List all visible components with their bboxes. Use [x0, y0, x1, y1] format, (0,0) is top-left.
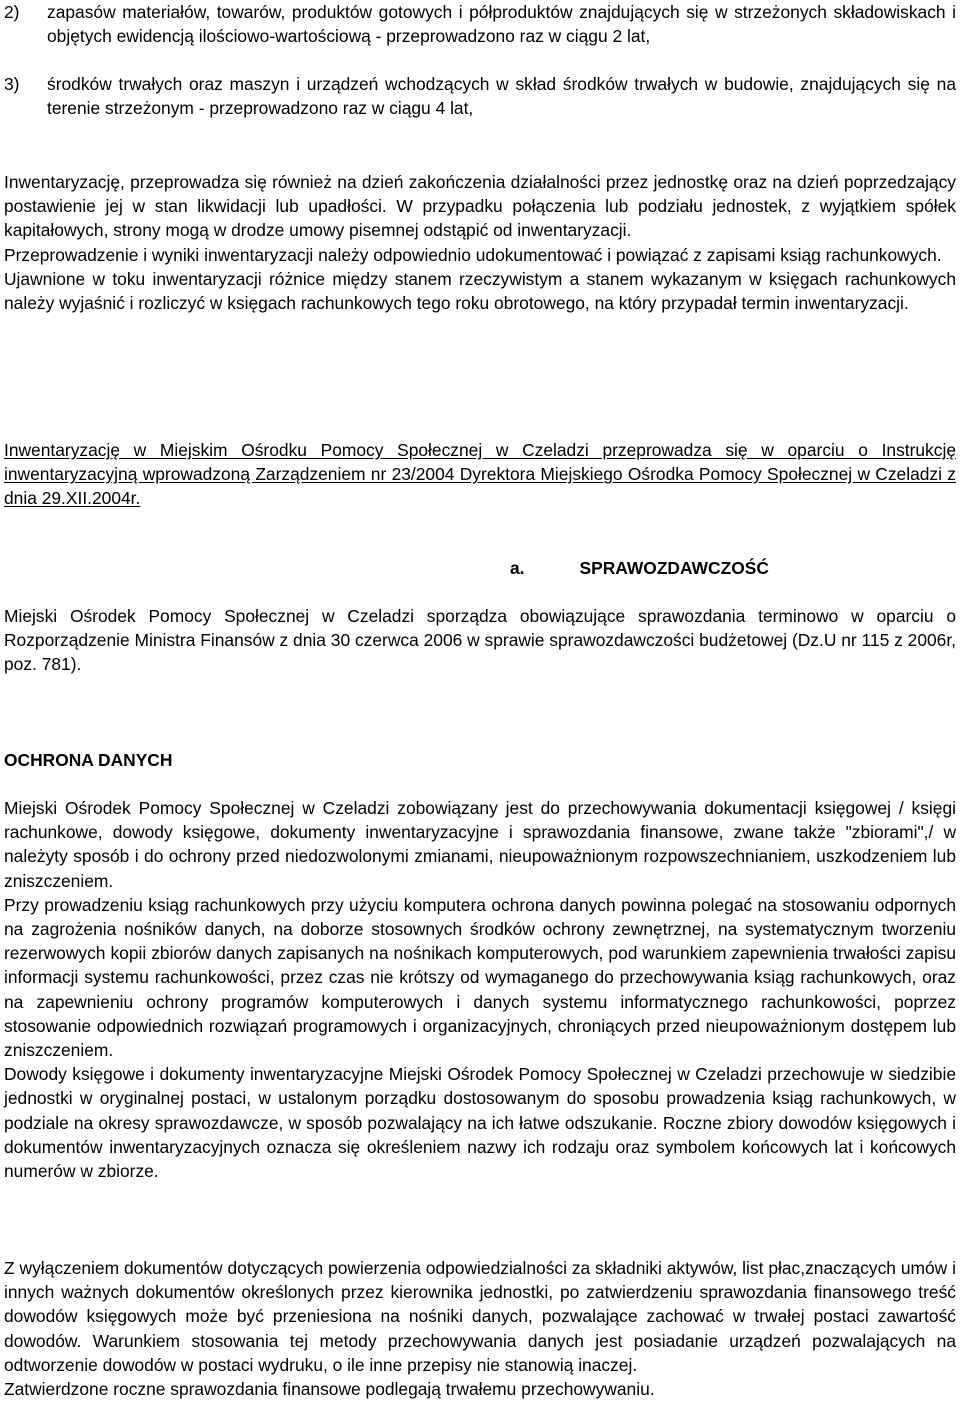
list-item-text: zapasów materiałów, towarów, produktów gotowych i półproduktów znajdujących się w strzeżonych składowiskach i objętych ewidencją ilościowo-wartościową - przeprowadzono raz w ciągu 2 lat,	[47, 2, 956, 47]
inventory-section	[4, 170, 956, 315]
list-item-2	[4, 0, 956, 48]
inventory-paragraph: Ujawnione w toku inwentaryzacji różnice między stanem rzeczywistym a stanem wykazanym w księgach rachunkowych należy wyjaśnić i rozliczyć w księgach rachunkowych tego roku obrotowego, na który przypadał termin inwentaryzacji.	[4, 268, 956, 314]
data-protection-section	[4, 796, 956, 1183]
inventory-paragraph: Inwentaryzację, przeprowadza się również na dzień zakończenia działalności przez jednostkę oraz na dzień poprzedzający postawienie jej w stan likwidacji lub upadłości. W przypadku połączenia lub podziału jednostek, z wyjątkiem spółek kapitałowych, strony mogą w drodze umowy pisemnej odstąpić od inwentaryzacji.	[4, 172, 956, 241]
data-protection-paragraph: Zatwierdzone roczne sprawozdania finansowe podlegają trwałemu przechowywaniu.	[4, 1379, 655, 1400]
data-protection-paragraph: Dowody księgowe i dokumenty inwentaryzacyjne Miejski Ośrodek Pomocy Społecznej w Czeladzi przechowuje w siedzibie jednostki w oryginalnej postaci, w ustalonym porządku dostosowanym do sposobu prowadzenia ksiąg rachunkowych, w podziale na okresy sprawozdawcze, w sposób pozwalający na ich łatwe odszukanie. Roczne zbiory dowodów księgowych i dokumentów inwentaryzacyjnych oznacza się określeniem nazwy ich rodzaju oraz symbolem końcowych lat i końcowych numerów w zbiorze.	[4, 1064, 956, 1182]
inventory-paragraph: Przeprowadzenie i wyniki inwentaryzacji należy odpowiednio udokumentować i powiązać z zapisami ksiąg rachunkowych.	[4, 244, 942, 265]
list-item-number: 3)	[4, 74, 20, 94]
list-item-number: 2)	[4, 2, 20, 22]
data-protection-paragraph: Z wyłączeniem dokumentów dotyczących powierzenia odpowiedzialności za składniki aktywów, list płac,znaczących umów i innych ważnych dokumentów określonych przez kierownika jednostki, po zatwierdzeniu sprawozdania finansowego treść dowodów księgowych może być przeniesiona na nośniki danych, pozwalające zachować w trwałej postaci zawartość dowodów. Warunkiem stosowania tej metody przechowywania danych jest posiadanie urządzeń pozwalających na odtworzenie dowodów w postaci wydruku, o ile inne przepisy nie stanowią inaczej.	[4, 1258, 956, 1375]
heading-letter: a.	[510, 558, 525, 578]
list-item-3	[4, 72, 956, 120]
heading-title: SPRAWOZDAWCZOŚĆ	[579, 558, 769, 578]
data-protection-paragraph: Przy prowadzeniu ksiąg rachunkowych przy użyciu komputera ochrona danych powinna polegać na stosowaniu odpornych na zagrożenia nośników danych, na doborze stosownych środków ochrony zewnętrznej, na systematycznym tworzeniu rezerwowych kopii zbiorów danych zapisanych na nośnikach komputerowych, pod warunkiem zapewnienia trwałości zapisu informacji systemu rachunkowości, przez czas nie krótszy od wymaganego do przechowywania ksiąg rachunkowych, oraz na zapewnieniu ochrony programów komputerowych i danych systemu informatycznego rachunkowości, poprzez stosowanie odpowiednich rozwiązań programowych i organizacyjnych, chroniących przed nieupoważnionym dostępem lub zniszczeniem.	[4, 894, 956, 1061]
inventory-instruction-paragraph: Inwentaryzację w Miejskim Ośrodku Pomocy Społecznej w Czeladzi przeprowadza się w oparciu o Instrukcję inwentaryzacyjną wprowadzoną Zarządzeniem nr 23/2004 Dyrektora Miejskiego Ośrodka Pomocy Społecznej w Czeladzi z dnia 29.XII.2004r.	[4, 440, 956, 509]
data-protection-heading: OCHRONA DANYCH	[4, 750, 173, 770]
data-protection-paragraph: Miejski Ośrodek Pomocy Społecznej w Czeladzi zobowiązany jest do przechowywania dokumentacji księgowej / księgi rachunkowe, dowody księgowe, dokumenty inwentaryzacyjne i sprawozdania finansowe, zwane także "zbiorami",/ w należyty sposób i do ochrony przed niedozwolonymi zmianami, nieupoważnionym rozpowszechnianiem, uszkodzeniem lub zniszczeniem.	[4, 798, 956, 891]
reporting-heading	[510, 556, 769, 580]
reporting-paragraph: Miejski Ośrodek Pomocy Społecznej w Czeladzi sporządza obowiązujące sprawozdania terminowo w oparciu o Rozporządzenie Ministra Finansów z dnia 30 czerwca 2006 w sprawie sprawozdawczości budżetowej (Dz.U nr 115 z 2006r, poz. 781).	[4, 606, 956, 675]
list-item-text: środków trwałych oraz maszyn i urządzeń wchodzących w skład środków trwałych w budowie, znajdujących się na terenie strzeżonym - przeprowadzono raz w ciągu 4 lat,	[47, 74, 956, 119]
data-protection-section-2	[4, 1256, 956, 1401]
